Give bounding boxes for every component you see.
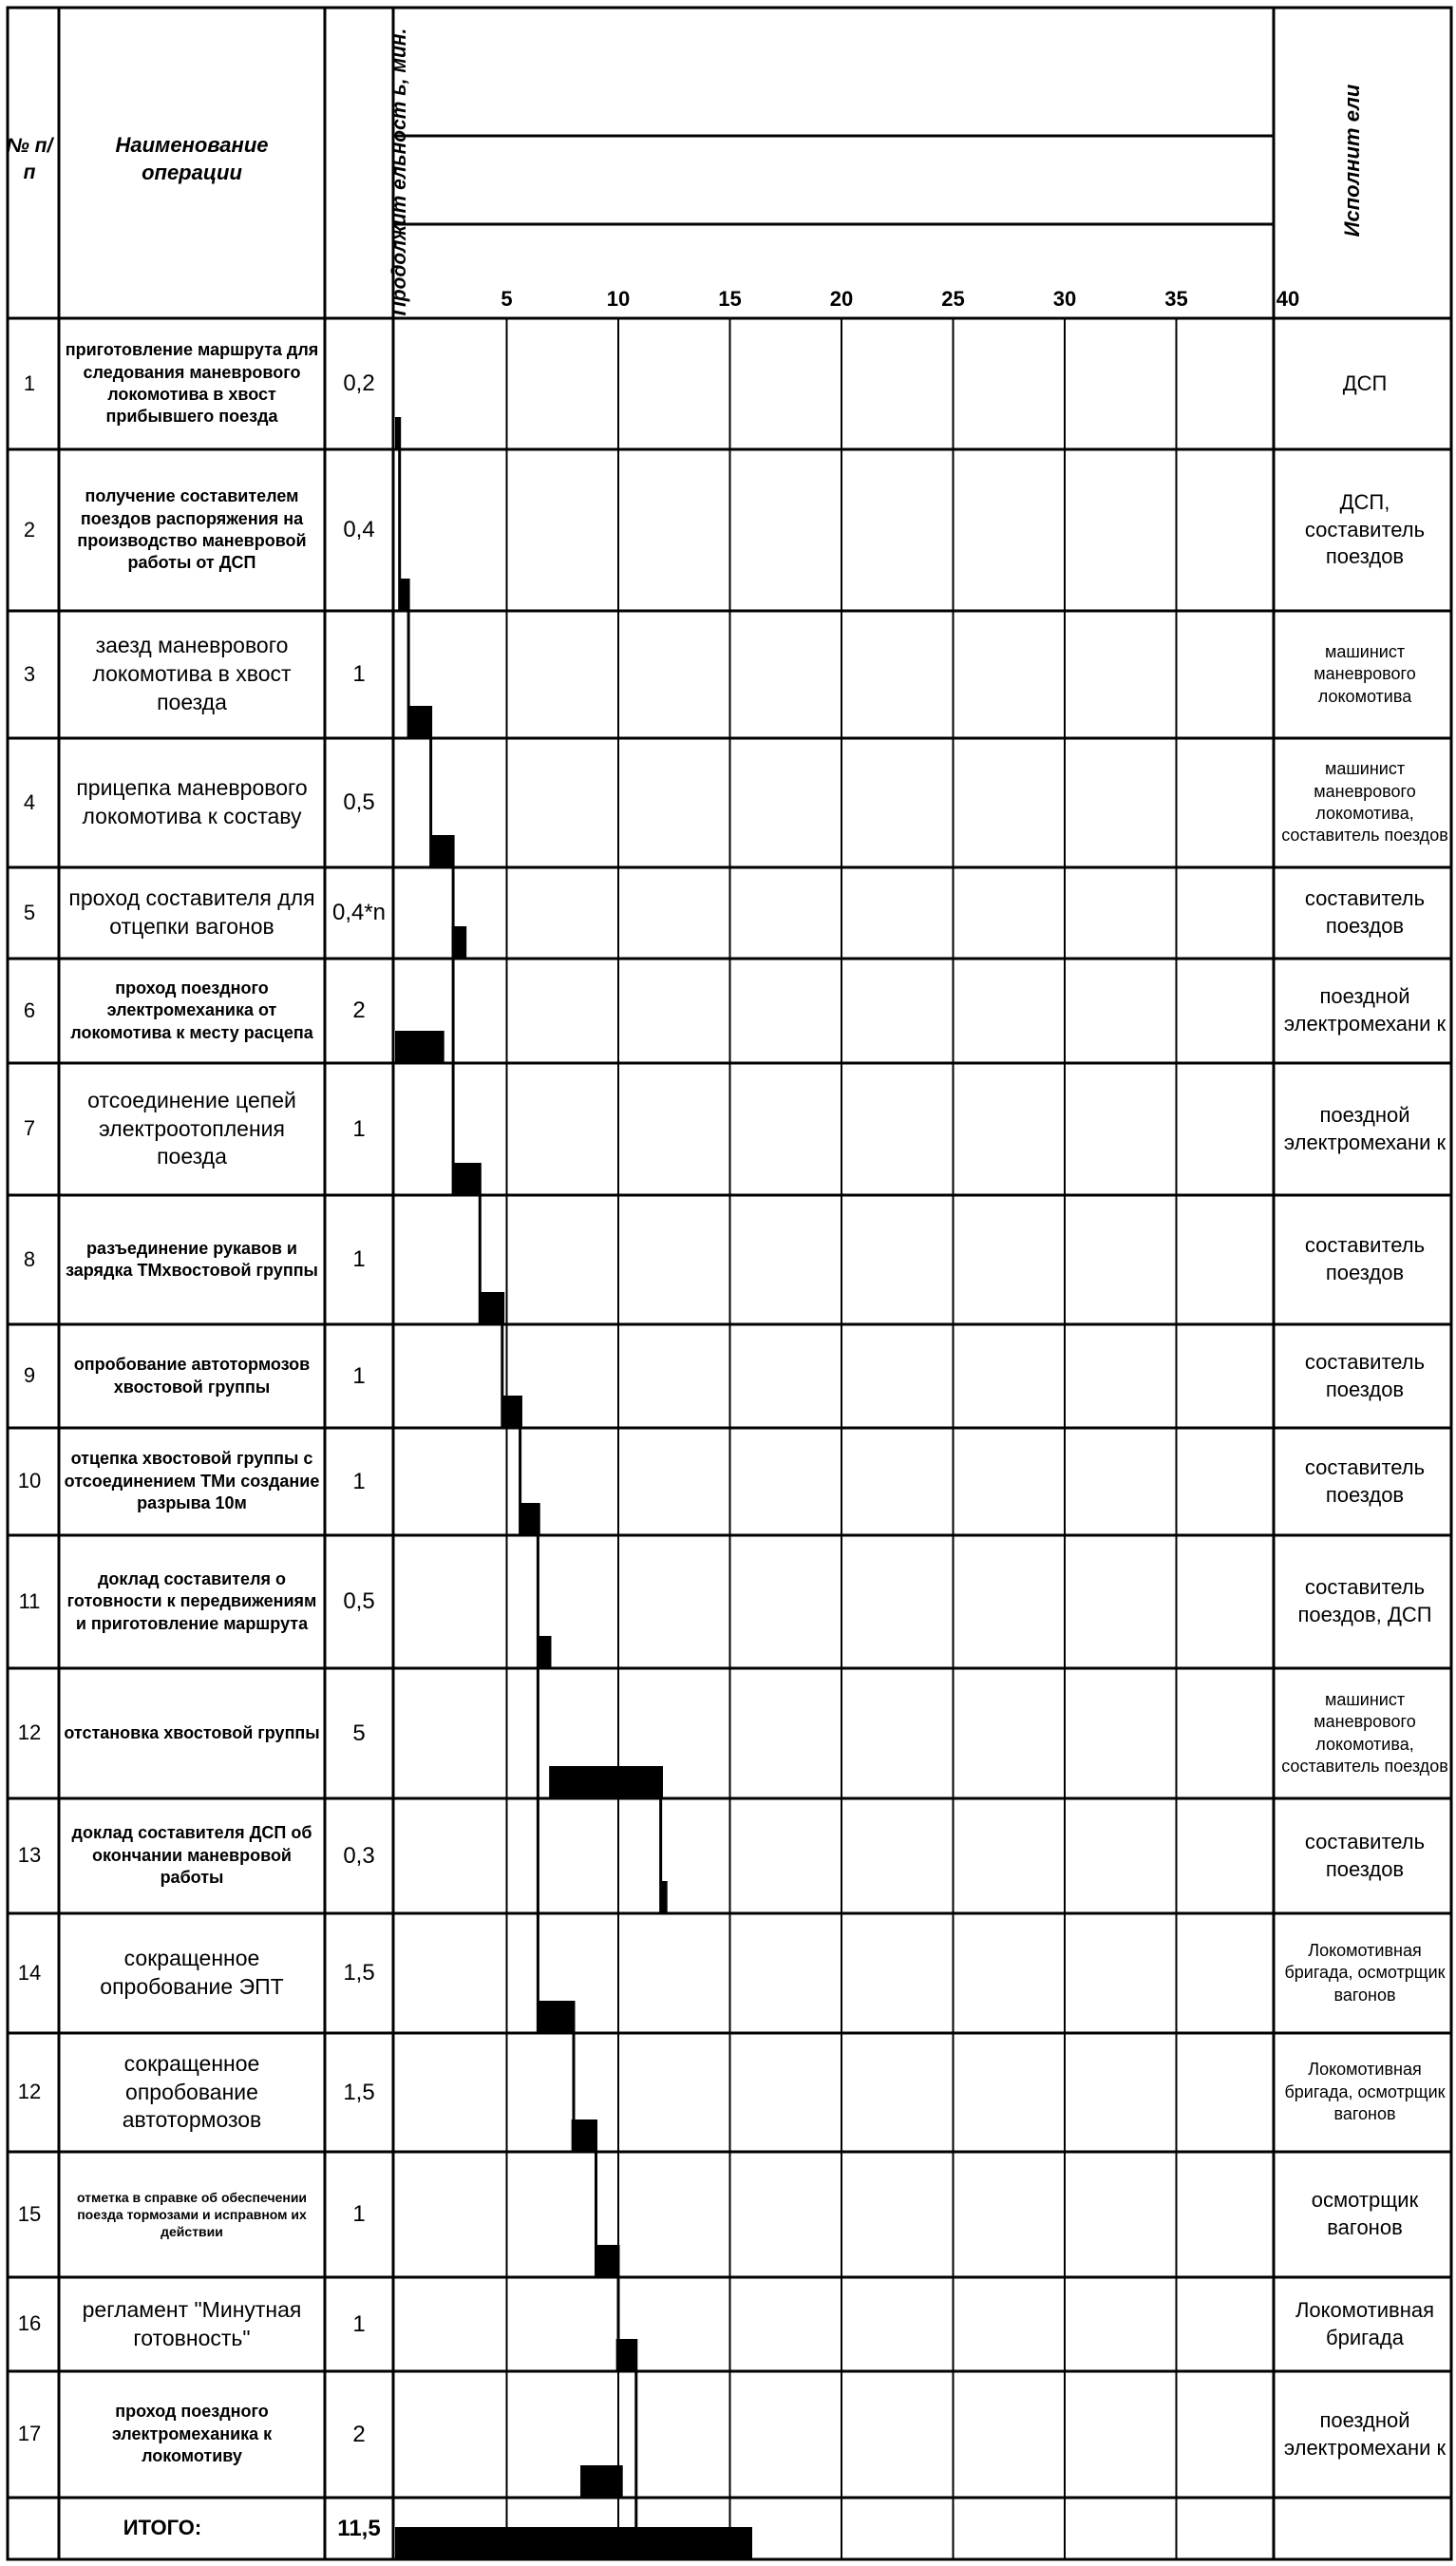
- row-number: 8: [23, 1246, 36, 1271]
- operation-executor: осмотрщик вагонов: [1311, 2188, 1419, 2239]
- gantt-bar: [596, 2245, 619, 2277]
- gantt-bar: [572, 2119, 596, 2152]
- row-number: 17: [17, 2422, 42, 2446]
- row-number: 10: [17, 1469, 42, 1493]
- row-number: 2: [23, 517, 36, 542]
- operation-name: опробование автотормозов хвостовой группы: [73, 1355, 311, 1397]
- operation-duration: 1: [352, 1246, 366, 1273]
- row-number: 11: [18, 1588, 41, 1613]
- row-number: 13: [17, 1843, 42, 1868]
- gantt-bar: [453, 1163, 480, 1195]
- row-number: 5: [23, 900, 36, 924]
- operation-executor: поездной электромехани к: [1283, 2407, 1447, 2460]
- header-name-label: Наименование операции: [115, 132, 269, 184]
- row-number: 1: [23, 371, 36, 395]
- row-number: 6: [23, 998, 36, 1022]
- operation-name: сокращенное опробование автотормозов: [122, 2050, 262, 2133]
- row-number: 14: [17, 1960, 42, 1985]
- operation-duration: 1: [352, 1468, 366, 1494]
- operation-name: отметка в справке об обеспечении поезда тормозами и исправном их действии: [76, 2189, 308, 2240]
- axis-tick-label: 30: [1052, 287, 1077, 311]
- gantt-bar: [408, 706, 431, 738]
- axis-tick-label: 15: [718, 287, 742, 311]
- row-number: 3: [23, 661, 36, 686]
- row-number: 12: [17, 2080, 42, 2104]
- operation-executor: машинист маневрового локомотива, составитель поездов: [1281, 1689, 1448, 1776]
- operation-executor: ДСП, составитель поездов: [1304, 490, 1426, 569]
- operation-name: сокращенное опробование ЭПТ: [100, 1946, 284, 1999]
- row-number: 12: [17, 1720, 42, 1745]
- operation-duration: 5: [352, 1720, 366, 1746]
- operation-executor: Локомотивная бригада: [1295, 2297, 1434, 2349]
- operation-duration: 1,5: [343, 2079, 375, 2105]
- operation-name: регламент "Минутная готовность": [82, 2296, 302, 2350]
- operation-name: получение составителем поездов распоряжения на производство маневровой работы от ДСП: [77, 486, 307, 573]
- operation-duration: 0,5: [343, 789, 375, 816]
- gantt-bar: [549, 1766, 663, 1798]
- operation-duration: 0,4*n: [331, 900, 387, 926]
- operation-name: проход поездного электромеханика к локомотиву: [111, 2402, 273, 2466]
- operation-duration: 1: [352, 1115, 366, 1142]
- operation-name: прицепка маневрового локомотива к составу: [76, 775, 308, 828]
- operation-executor: составитель поездов: [1304, 886, 1426, 938]
- gantt-bar: [395, 2527, 752, 2559]
- operation-name: приготовление маршрута для следования маневрового локомотива в хвост прибывшего поезда: [65, 340, 319, 427]
- operation-executor: составитель поездов: [1304, 1233, 1426, 1284]
- header-executor-label: Исполнит ели: [1340, 84, 1365, 238]
- row-number: 4: [23, 789, 36, 814]
- operation-duration: 1: [352, 1362, 366, 1389]
- operation-executor: поездной электромехани к: [1283, 1102, 1447, 1154]
- axis-tick-label: 20: [829, 287, 854, 311]
- total-value-text: 11,5: [337, 2515, 381, 2541]
- operation-duration: 1: [352, 661, 366, 688]
- operation-executor: машинист маневрового локомотива, составитель поездов: [1281, 759, 1448, 846]
- operation-duration: 0,2: [343, 371, 375, 397]
- gantt-bar: [453, 926, 466, 959]
- operation-duration: 1,5: [343, 1960, 375, 1986]
- operation-duration: 2: [352, 2421, 366, 2447]
- operation-name: отцепка хвостовой группы с отсоединением ТМи создание разрыва 10м: [64, 1449, 320, 1513]
- operation-duration: 0,3: [343, 1842, 375, 1869]
- gantt-bar: [580, 2465, 623, 2498]
- gantt-bar: [431, 835, 454, 867]
- operation-duration: 2: [352, 998, 366, 1024]
- operation-executor: составитель поездов, ДСП: [1297, 1575, 1432, 1626]
- row-number: 16: [17, 2311, 42, 2336]
- operation-duration: 1: [352, 2310, 366, 2337]
- axis-tick-label: 10: [606, 287, 631, 311]
- operation-name: доклад составителя о готовности к передвижениям и приготовление маршрута: [66, 1568, 317, 1633]
- gantt-bar: [395, 1031, 444, 1063]
- axis-tick-label: 5: [501, 287, 513, 311]
- axis-tick-label: 40: [1276, 287, 1300, 311]
- operation-name: заезд маневрового локомотива в хвост поезда: [92, 633, 292, 714]
- operation-duration: 1: [352, 2201, 366, 2228]
- operation-duration: 0,5: [343, 1588, 375, 1615]
- operation-executor: составитель поездов: [1304, 1829, 1426, 1881]
- operation-executor: Локомотивная бригада, осмотрщик вагонов: [1284, 2060, 1446, 2124]
- axis-tick-label: 25: [941, 287, 965, 311]
- operation-name: отсоединение цепей электроотопления поезда: [87, 1087, 296, 1169]
- total-label-text: ИТОГО:: [123, 2516, 202, 2540]
- operation-executor: Локомотивная бригада, осмотрщик вагонов: [1284, 1940, 1446, 2005]
- row-number: 9: [23, 1363, 36, 1388]
- row-number: 7: [23, 1116, 36, 1141]
- header-duration-label: Продолжит ельност ь, мин.: [388, 28, 410, 316]
- operation-executor: поездной электромехани к: [1283, 984, 1447, 1036]
- operation-name: доклад составителя ДСП об окончании маневровой работы: [71, 1823, 312, 1888]
- gantt-bar: [480, 1292, 504, 1324]
- operation-name: проход составителя для отцепки вагонов: [68, 885, 315, 939]
- gantt-bar: [538, 2001, 574, 2033]
- operation-name: отстановка хвостовой группы: [64, 1722, 320, 1742]
- operation-executor: составитель поездов: [1304, 1349, 1426, 1401]
- operation-name: разъединение рукавов и зарядка ТМхвостовой группы: [66, 1238, 318, 1280]
- row-number: 15: [17, 2201, 42, 2226]
- gantt-bar: [538, 1636, 551, 1668]
- axis-tick-label: 35: [1164, 287, 1188, 311]
- operation-executor: составитель поездов: [1304, 1454, 1426, 1507]
- operation-executor: машинист маневрового локомотива: [1314, 641, 1416, 706]
- operation-executor: ДСП: [1342, 371, 1388, 395]
- operation-duration: 0,4: [343, 517, 375, 543]
- header-num-label: № п/п: [6, 135, 53, 183]
- operation-name: проход поездного электромеханика от локомотива к месту расцепа: [70, 978, 313, 1042]
